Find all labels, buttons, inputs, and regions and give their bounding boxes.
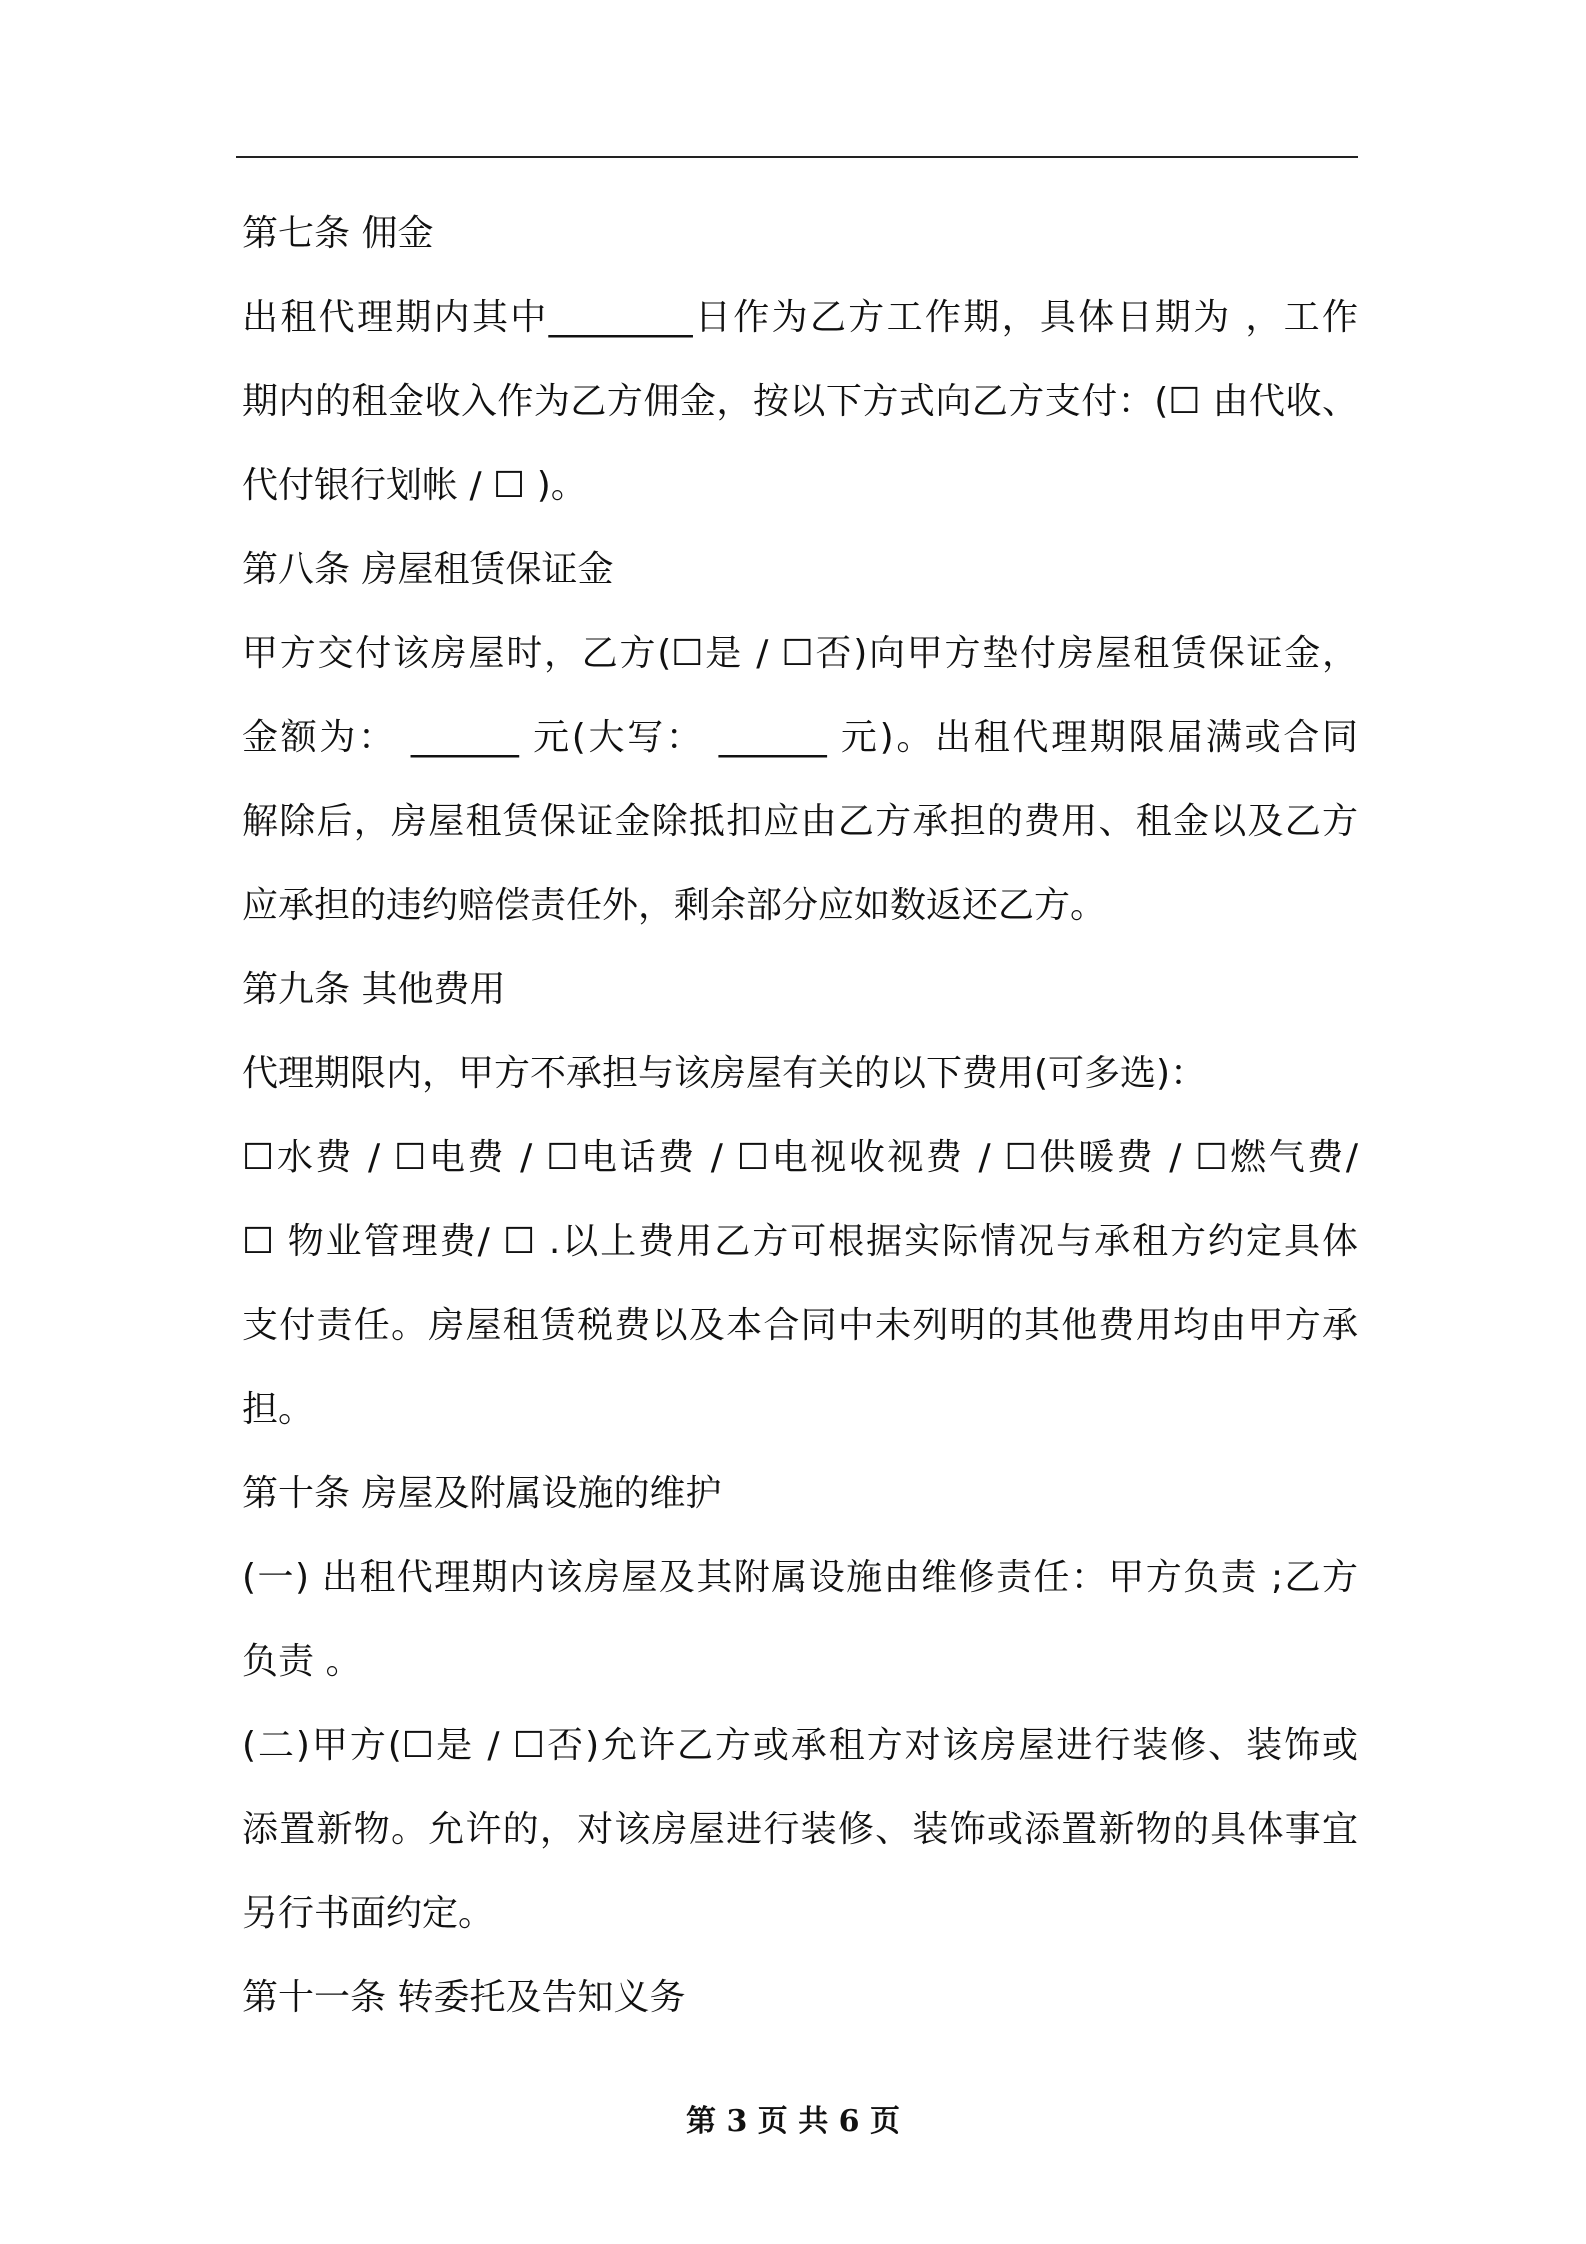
article-8-text-line-3: 解除后，房屋租赁保证金除抵扣应由乙方承担的费用、租金以及乙方 [242, 801, 1358, 842]
article-8-text-line-4: 应承担的违约赔偿责任外，剩余部分应如数返还乙方。 [242, 885, 1107, 926]
article-7-heading: 第七条 佣金 [242, 213, 434, 254]
page-number-footer: 第 3 页 共 6 页 [686, 2104, 900, 2139]
article-9-text-line-2: ☐ 物业管理费/ ☐ .以上费用乙方可根据实际情况与承租方约定具体 [242, 1221, 1358, 1262]
article-7-text-line-1: 出租代理期内其中________日作为乙方工作期，具体日期为 ，工作 [242, 297, 1358, 338]
article-10-item-1-line-1: (一) 出租代理期内该房屋及其附属设施由维修责任：甲方负责 ;乙方 [242, 1557, 1358, 1598]
article-10-item-2-line-2: 添置新物。允许的，对该房屋进行装修、装饰或添置新物的具体事宜 [242, 1809, 1358, 1850]
article-8-heading: 第八条 房屋租赁保证金 [242, 549, 614, 590]
article-10-heading: 第十条 房屋及附属设施的维护 [242, 1473, 722, 1514]
article-9-text-line-3: 支付责任。房屋租赁税费以及本合同中未列明的其他费用均由甲方承 [242, 1305, 1358, 1346]
article-8-text-line-2: 金额为： ______ 元(大写： ______ 元)。出租代理期限届满或合同 [242, 717, 1358, 758]
header-divider [236, 156, 1358, 158]
article-9-text-line-4: 担。 [242, 1389, 315, 1430]
document-body [242, 192, 1358, 2040]
article-9-text-line-1: 代理期限内，甲方不承担与该房屋有关的以下费用(可多选)： [242, 1053, 1207, 1094]
article-10-item-2-line-3: 另行书面约定。 [242, 1893, 495, 1934]
article-11-heading: 第十一条 转委托及告知义务 [242, 1977, 686, 2018]
article-7-text-line-3: 代付银行划帐 / ☐ )。 [242, 465, 587, 506]
article-8-text-line-1: 甲方交付该房屋时，乙方(☐是 / ☐否)向甲方垫付房屋租赁保证金， [242, 633, 1358, 674]
article-10-item-1-line-2: 负责 。 [242, 1641, 362, 1682]
article-9-checkbox-line: ☐水费 / ☐电费 / ☐电话费 / ☐电视收视费 / ☐供暖费 / ☐燃气费/ [242, 1137, 1358, 1178]
article-10-item-2-line-1: (二)甲方(☐是 / ☐否)允许乙方或承租方对该房屋进行装修、装饰或 [242, 1725, 1358, 1766]
article-7-text-line-2: 期内的租金收入作为乙方佣金，按以下方式向乙方支付：(☐ 由代收、 [242, 381, 1358, 422]
article-9-heading: 第九条 其他费用 [242, 969, 506, 1010]
